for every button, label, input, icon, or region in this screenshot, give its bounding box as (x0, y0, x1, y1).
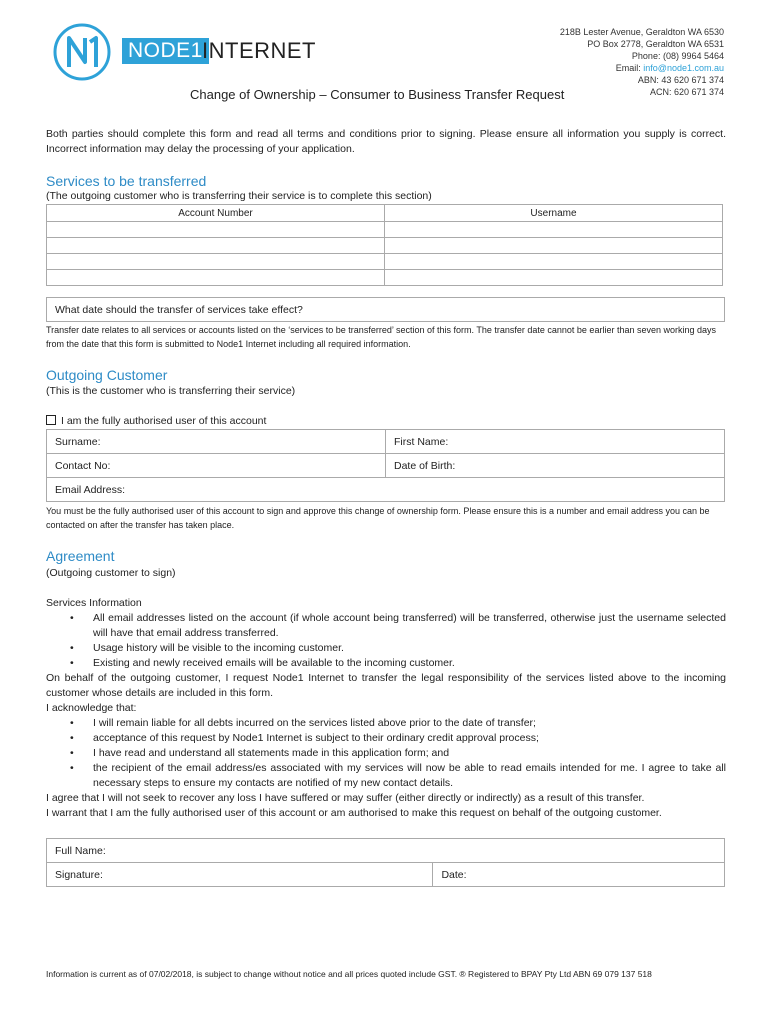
list-item: • I will remain liable for all debts incurred on the services listed above prior to the date of transfer; (46, 716, 726, 731)
warrant-text: I warrant that I am the fully authorised user of this account or am authorised to make this request on behalf of the outgoing customer. (46, 807, 662, 819)
signature-field[interactable]: Signature: (47, 863, 433, 887)
outgoing-customer-table (46, 429, 725, 502)
authorised-checkbox-row[interactable] (46, 414, 726, 429)
email-line (484, 62, 724, 74)
services-info-label: Services Information (46, 597, 142, 609)
checkbox-label: I am the fully authorised user of this account (61, 415, 267, 427)
address-line: Phone: (08) 9964 5464 (631, 51, 724, 61)
transfer-date-note: Transfer date relates to all services or accounts listed on the ‘services to be transferred’ section of this form. The transfer date cannot be earlier than seven working days from the date that this form is submitted to Node1 Internet including all required information. (46, 325, 716, 349)
intro-text: Both parties should complete this form and read all terms and conditions prior to signing. Please ensure all information you supply is correct. Incorrect information may delay the processing of your application. (46, 128, 726, 155)
account-number-cell[interactable] (47, 270, 385, 286)
column-header-username: Username (385, 205, 723, 222)
agreement-body (46, 596, 726, 821)
agreement-heading: Agreement (46, 548, 115, 564)
list-item: • acceptance of this request by Node1 Internet is subject to their ordinary credit approval process; (46, 731, 726, 746)
agree-text: I agree that I will not seek to recover any loss I have suffered or may suffer (either directly or indirectly) as a result of this transfer. (46, 792, 645, 804)
acknowledge-list (46, 716, 726, 791)
table-row (47, 254, 723, 270)
address-line: 218B Lester Avenue, Geraldton WA 6530 (559, 27, 724, 37)
email-link[interactable]: info@node1.com.au (643, 63, 724, 73)
full-name-field[interactable]: Full Name: (47, 839, 725, 863)
services-info-list (46, 611, 726, 671)
account-number-cell[interactable] (47, 254, 385, 270)
username-cell[interactable] (385, 238, 723, 254)
signature-table (46, 838, 725, 887)
form-title: Change of Ownership – Consumer to Business Transfer Request (190, 87, 565, 102)
column-header-account: Account Number (47, 205, 385, 222)
services-heading: Services to be transferred (46, 173, 207, 189)
outgoing-note: (This is the customer who is transferring their service) (46, 385, 296, 397)
table-row (47, 222, 723, 238)
logo-text-internet: INTERNET (202, 38, 316, 63)
acknowledge-label: I acknowledge that: (46, 702, 137, 714)
account-number-cell[interactable] (47, 238, 385, 254)
list-item: • I have read and understand all statements made in this application form; and (46, 746, 726, 761)
address-line: PO Box 2778, Geraldton WA 6531 (587, 39, 724, 49)
username-cell[interactable] (385, 270, 723, 286)
outgoing-footnote: You must be the fully authorised user of this account to sign and approve this change of ownership form. Please ensure this is a number and email address you can be contacted on after the transfer has taken place. (46, 506, 710, 530)
list-item: • Existing and newly received emails will be available to the incoming customer. (46, 656, 726, 671)
table-row (47, 270, 723, 286)
table-header-row (47, 205, 723, 222)
username-cell[interactable] (385, 254, 723, 270)
checkbox-icon[interactable] (46, 415, 56, 425)
date-field[interactable]: Date: (433, 863, 725, 887)
username-cell[interactable] (385, 222, 723, 238)
list-item: • the recipient of the email address/es associated with my services will now be able to read emails intended for me. I agree to take all necessary steps to ensure my contacts are notified of my new contact details. (46, 761, 726, 791)
logo-text-node: NODE1 (122, 38, 209, 64)
services-note: (The outgoing customer who is transferring their service is to complete this section) (46, 190, 432, 202)
services-table (46, 204, 723, 286)
list-item: • Usage history will be visible to the incoming customer. (46, 641, 726, 656)
list-item: • All email addresses listed on the account (if whole account being transferred) will be transferred, otherwise just the username selected will have that email address transferred. (46, 611, 726, 641)
footer-note: Information is current as of 07/02/2018, is subject to change without notice and all prices quoted include GST. ® Registered to BPAY Pty Ltd ABN 69 079 137 518 (46, 969, 652, 979)
company-logo (52, 22, 316, 84)
transfer-date-field[interactable]: What date should the transfer of services take effect? (46, 297, 725, 322)
contact-no-field[interactable]: Contact No: (47, 454, 386, 478)
abn-line: ABN: 43 620 671 374 (637, 75, 724, 85)
dob-field[interactable]: Date of Birth: (386, 454, 725, 478)
outgoing-heading: Outgoing Customer (46, 367, 168, 383)
email-label: Email: (615, 63, 644, 73)
surname-field[interactable]: Surname: (47, 430, 386, 454)
agreement-note: (Outgoing customer to sign) (46, 567, 176, 579)
first-name-field[interactable]: First Name: (386, 430, 725, 454)
behalf-text: On behalf of the outgoing customer, I request Node1 Internet to transfer the legal responsibility of the services listed above to the incoming customer whose details are included in this form. (46, 672, 726, 699)
acn-line: ACN: 620 671 374 (649, 87, 724, 97)
account-number-cell[interactable] (47, 222, 385, 238)
email-address-field[interactable]: Email Address: (47, 478, 725, 502)
table-row (47, 238, 723, 254)
node1-logo-icon (52, 22, 112, 82)
